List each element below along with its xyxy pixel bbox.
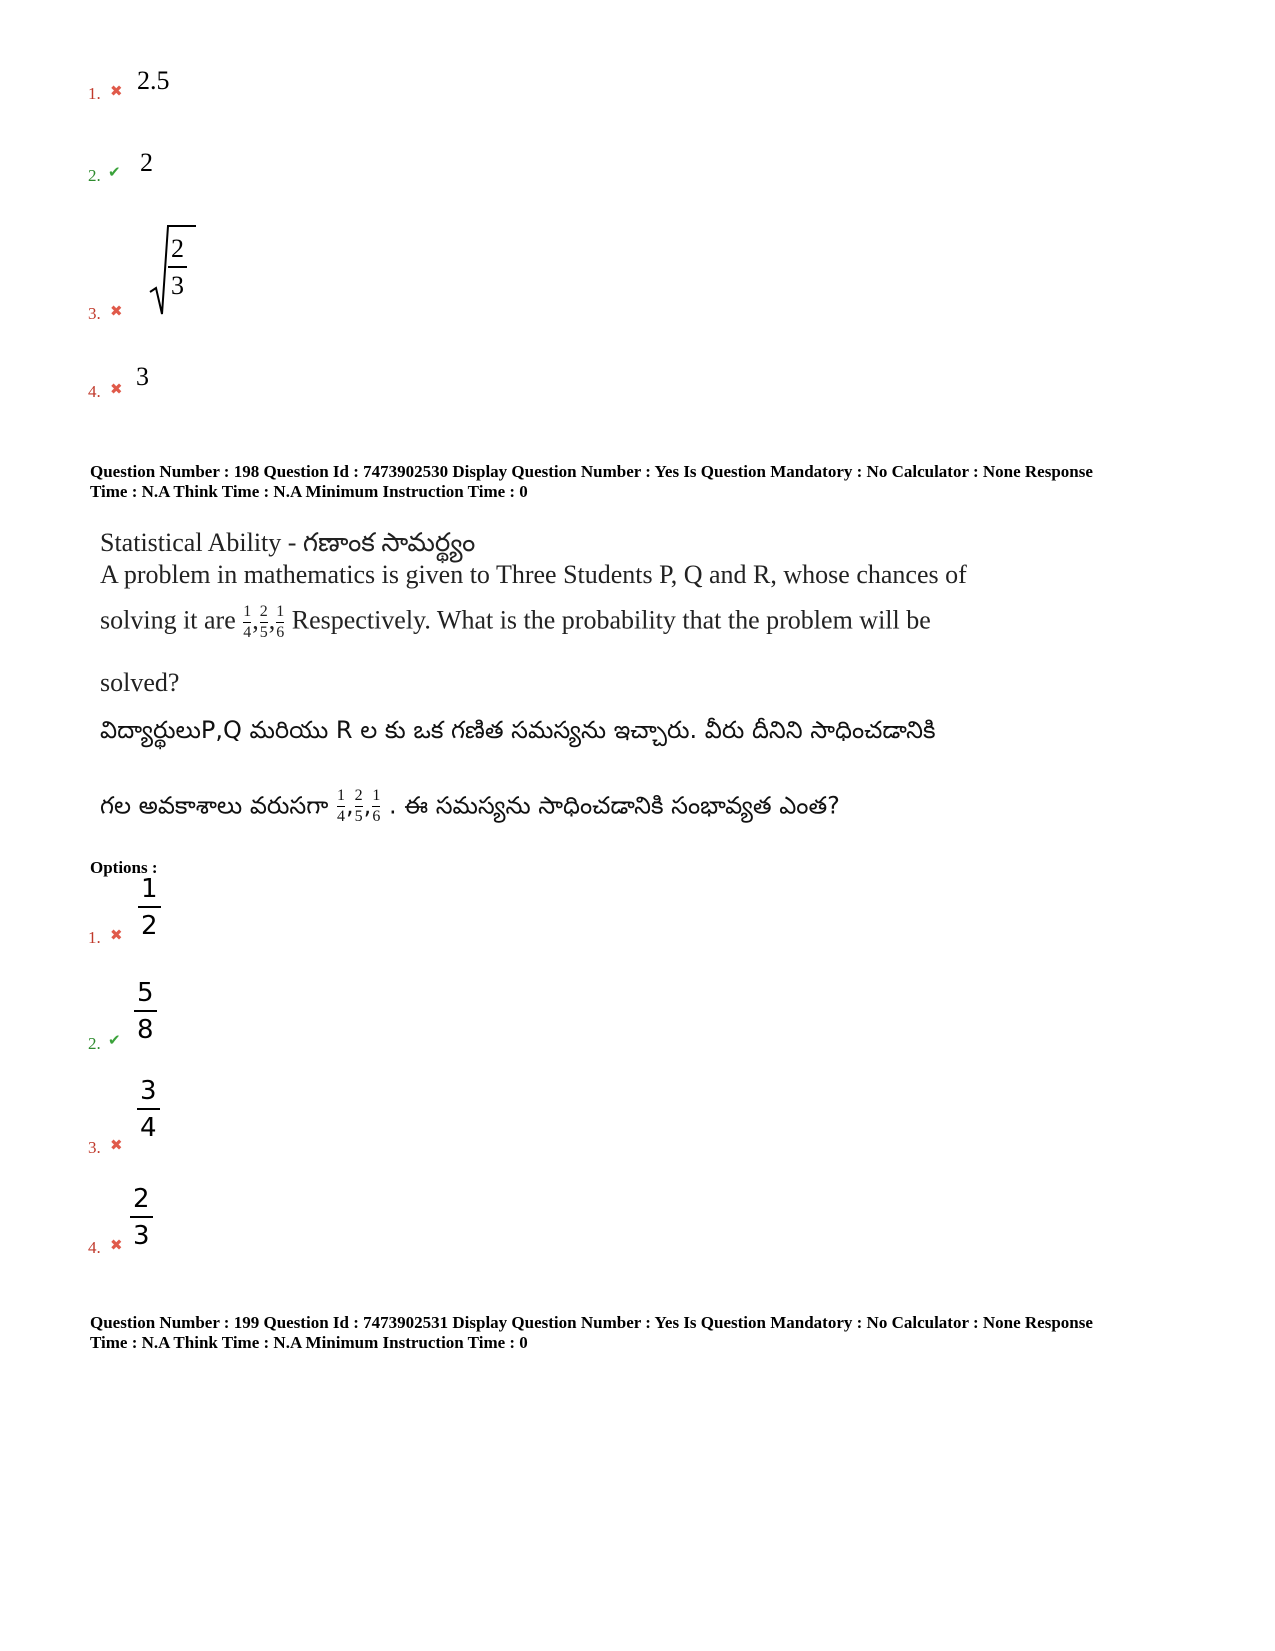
wrong-mark-icon: ✖ bbox=[110, 380, 123, 398]
wrong-mark-icon: ✖ bbox=[110, 82, 123, 100]
question-english-line2-post: Respectively. What is the probability that the problem will be bbox=[291, 605, 931, 635]
radicand-denominator: 3 bbox=[171, 271, 184, 300]
chance-fraction-r-te: $\frac{1}{6}$ bbox=[372, 787, 381, 825]
option-2-numerator: 5 bbox=[137, 978, 154, 1008]
option-4-numerator: 2 bbox=[133, 1184, 150, 1214]
correct-mark-icon: ✔ bbox=[108, 1031, 121, 1049]
question-telugu-line1: విద్యార్థులుP,Q మరియు R ల కు ఒక గణిత సమస్యను ఇచ్చారు. వీరు దీనిని సాధించడానికి bbox=[100, 716, 936, 744]
question-telugu-line2-post: . ఈ సమస్యను సాధించడానికి సంభావ్యత ఎంత? bbox=[388, 791, 840, 820]
chance-fraction-q: $\frac{2}{5}$ bbox=[259, 603, 268, 641]
question-english-line1: A problem in mathematics is given to Three Students P, Q and R, whose chances of bbox=[100, 560, 967, 589]
question-199-meta-line1: Question Number : 199 Question Id : 7473902531 Display Question Number : Yes Is Question Mandatory : No Calculator : None Response bbox=[90, 1313, 1093, 1332]
option-1-number: 1. bbox=[88, 928, 101, 947]
question-english-line2-pre: solving it are bbox=[100, 605, 236, 635]
prev-option-4-value: 3 bbox=[136, 362, 149, 391]
prev-option-3-sqrt bbox=[148, 222, 198, 318]
option-2-fraction bbox=[134, 980, 157, 1043]
question-subject: Statistical Ability - గణాంక సామర్థ్యం bbox=[100, 528, 476, 557]
option-2-number: 2. bbox=[88, 1034, 101, 1053]
radicand-numerator: 2 bbox=[171, 234, 184, 263]
option-1-fraction bbox=[138, 876, 161, 939]
chance-fraction-r: $\frac{1}{6}$ bbox=[276, 603, 285, 641]
wrong-mark-icon: ✖ bbox=[110, 926, 123, 944]
prev-option-1-number: 1. bbox=[88, 84, 101, 103]
prev-option-2-number: 2. bbox=[88, 166, 101, 185]
wrong-mark-icon: ✖ bbox=[110, 302, 123, 320]
question-198-meta-line2: Time : N.A Think Time : N.A Minimum Instruction Time : 0 bbox=[90, 482, 528, 501]
question-english-line3: solved? bbox=[100, 668, 180, 697]
option-4-fraction bbox=[130, 1186, 153, 1249]
prev-option-3-number: 3. bbox=[88, 304, 101, 323]
prev-option-1-value: 2.5 bbox=[137, 66, 170, 95]
option-2-denominator: 8 bbox=[137, 1015, 154, 1045]
option-3-number: 3. bbox=[88, 1138, 101, 1157]
question-198-meta-line1: Question Number : 198 Question Id : 7473902530 Display Question Number : Yes Is Question Mandatory : No Calculator : None Response bbox=[90, 462, 1093, 481]
option-4-number: 4. bbox=[88, 1238, 101, 1257]
correct-mark-icon: ✔ bbox=[108, 163, 121, 181]
option-1-numerator: 1 bbox=[141, 874, 158, 904]
question-english-line2: solving it are $\frac{1}{4}$ , $\frac{2}{5}$ , $\frac{1}{6}$ Respectively. What is the probability that the problem will be bbox=[100, 603, 931, 641]
option-4-denominator: 3 bbox=[133, 1221, 150, 1251]
question-199-meta-line2: Time : N.A Think Time : N.A Minimum Instruction Time : 0 bbox=[90, 1333, 528, 1352]
question-telugu-line2-pre: గల అవకాశాలు వరుసగా bbox=[100, 791, 329, 820]
chance-fraction-p-te: $\frac{1}{4}$ bbox=[337, 787, 346, 825]
prev-option-4-number: 4. bbox=[88, 382, 101, 401]
chance-fraction-q-te: $\frac{2}{5}$ bbox=[354, 787, 363, 825]
question-telugu-line2: గల అవకాశాలు వరుసగా $\frac{1}{4}$ , $\frac{2}{5}$ , $\frac{1}{6}$ . ఈ సమస్యను సాధించడానికి సంభావ్యత ఎంత? bbox=[100, 787, 840, 825]
option-3-fraction bbox=[137, 1078, 160, 1141]
option-3-numerator: 3 bbox=[140, 1076, 157, 1106]
question-199-meta bbox=[90, 1313, 1190, 1353]
sqrt-radicand bbox=[168, 236, 187, 299]
question-198-meta bbox=[90, 462, 1190, 502]
chance-fraction-p: $\frac{1}{4}$ bbox=[243, 603, 252, 641]
option-1-denominator: 2 bbox=[141, 911, 158, 941]
options-label: Options : bbox=[90, 858, 158, 877]
prev-option-2-value: 2 bbox=[140, 148, 153, 177]
option-3-denominator: 4 bbox=[140, 1113, 157, 1143]
wrong-mark-icon: ✖ bbox=[110, 1236, 123, 1254]
wrong-mark-icon: ✖ bbox=[110, 1136, 123, 1154]
